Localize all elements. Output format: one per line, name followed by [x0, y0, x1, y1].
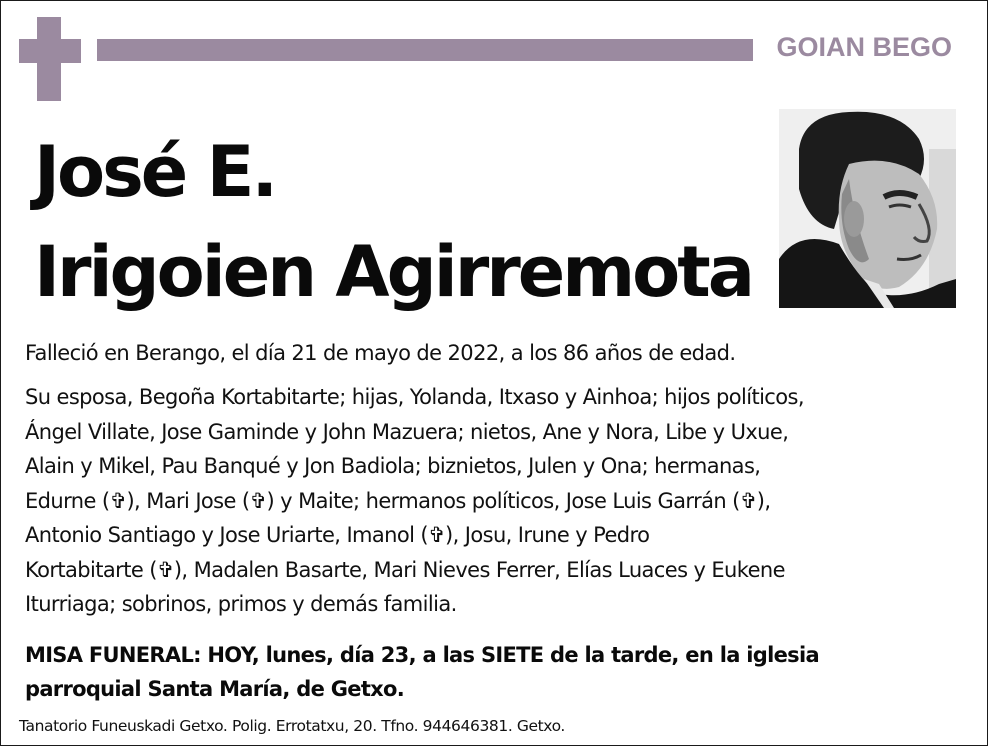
- family-line: Kortabitarte (✞), Madalen Basarte, Mari Nieves Ferrer, Elías Luaces y Eukene: [25, 557, 785, 582]
- family-line: Alain y Mikel, Pau Banqué y Jon Badiola; biznietos, Julen y Ona; hermanas,: [25, 454, 761, 478]
- family-list: [25, 380, 955, 622]
- deceased-name-line1: José E.: [34, 131, 276, 213]
- family-line: Edurne (✞), Mari Jose (✞) y Maite; hermanos políticos, Jose Luis Garrán (✞),: [25, 488, 771, 513]
- family-line: Ángel Villate, Jose Gaminde y John Mazuera; nietos, Ane y Nora, Libe y Uxue,: [25, 419, 789, 444]
- funeral-mass-notice: [25, 638, 955, 706]
- header-bar: [97, 39, 753, 61]
- mass-line: MISA FUNERAL: HOY, lunes, día 23, a las SIETE de la tarde, en la iglesia: [25, 643, 819, 667]
- mass-line: parroquial Santa María, de Getxo.: [25, 677, 405, 701]
- death-notice: Falleció en Berango, el día 21 de mayo de 2022, a los 86 años de edad.: [25, 341, 736, 365]
- family-line: Su esposa, Begoña Kortabitarte; hijas, Yolanda, Itxaso y Ainhoa; hijos políticos,: [25, 385, 804, 409]
- cross-icon: [19, 17, 81, 101]
- portrait-photo: [779, 109, 956, 308]
- brand-title: GOIAN BEGO: [776, 32, 952, 62]
- deceased-name-line2: Irigoien Agirremota: [34, 231, 752, 313]
- funeral-home-footer: Tanatorio Funeuskadi Getxo. Polig. Errotatxu, 20. Tfno. 944646381. Getxo.: [19, 717, 565, 735]
- family-line: Antonio Santiago y Jose Uriarte, Imanol (✞), Josu, Irune y Pedro: [25, 523, 650, 547]
- family-line: Iturriaga; sobrinos, primos y demás familia.: [25, 592, 457, 616]
